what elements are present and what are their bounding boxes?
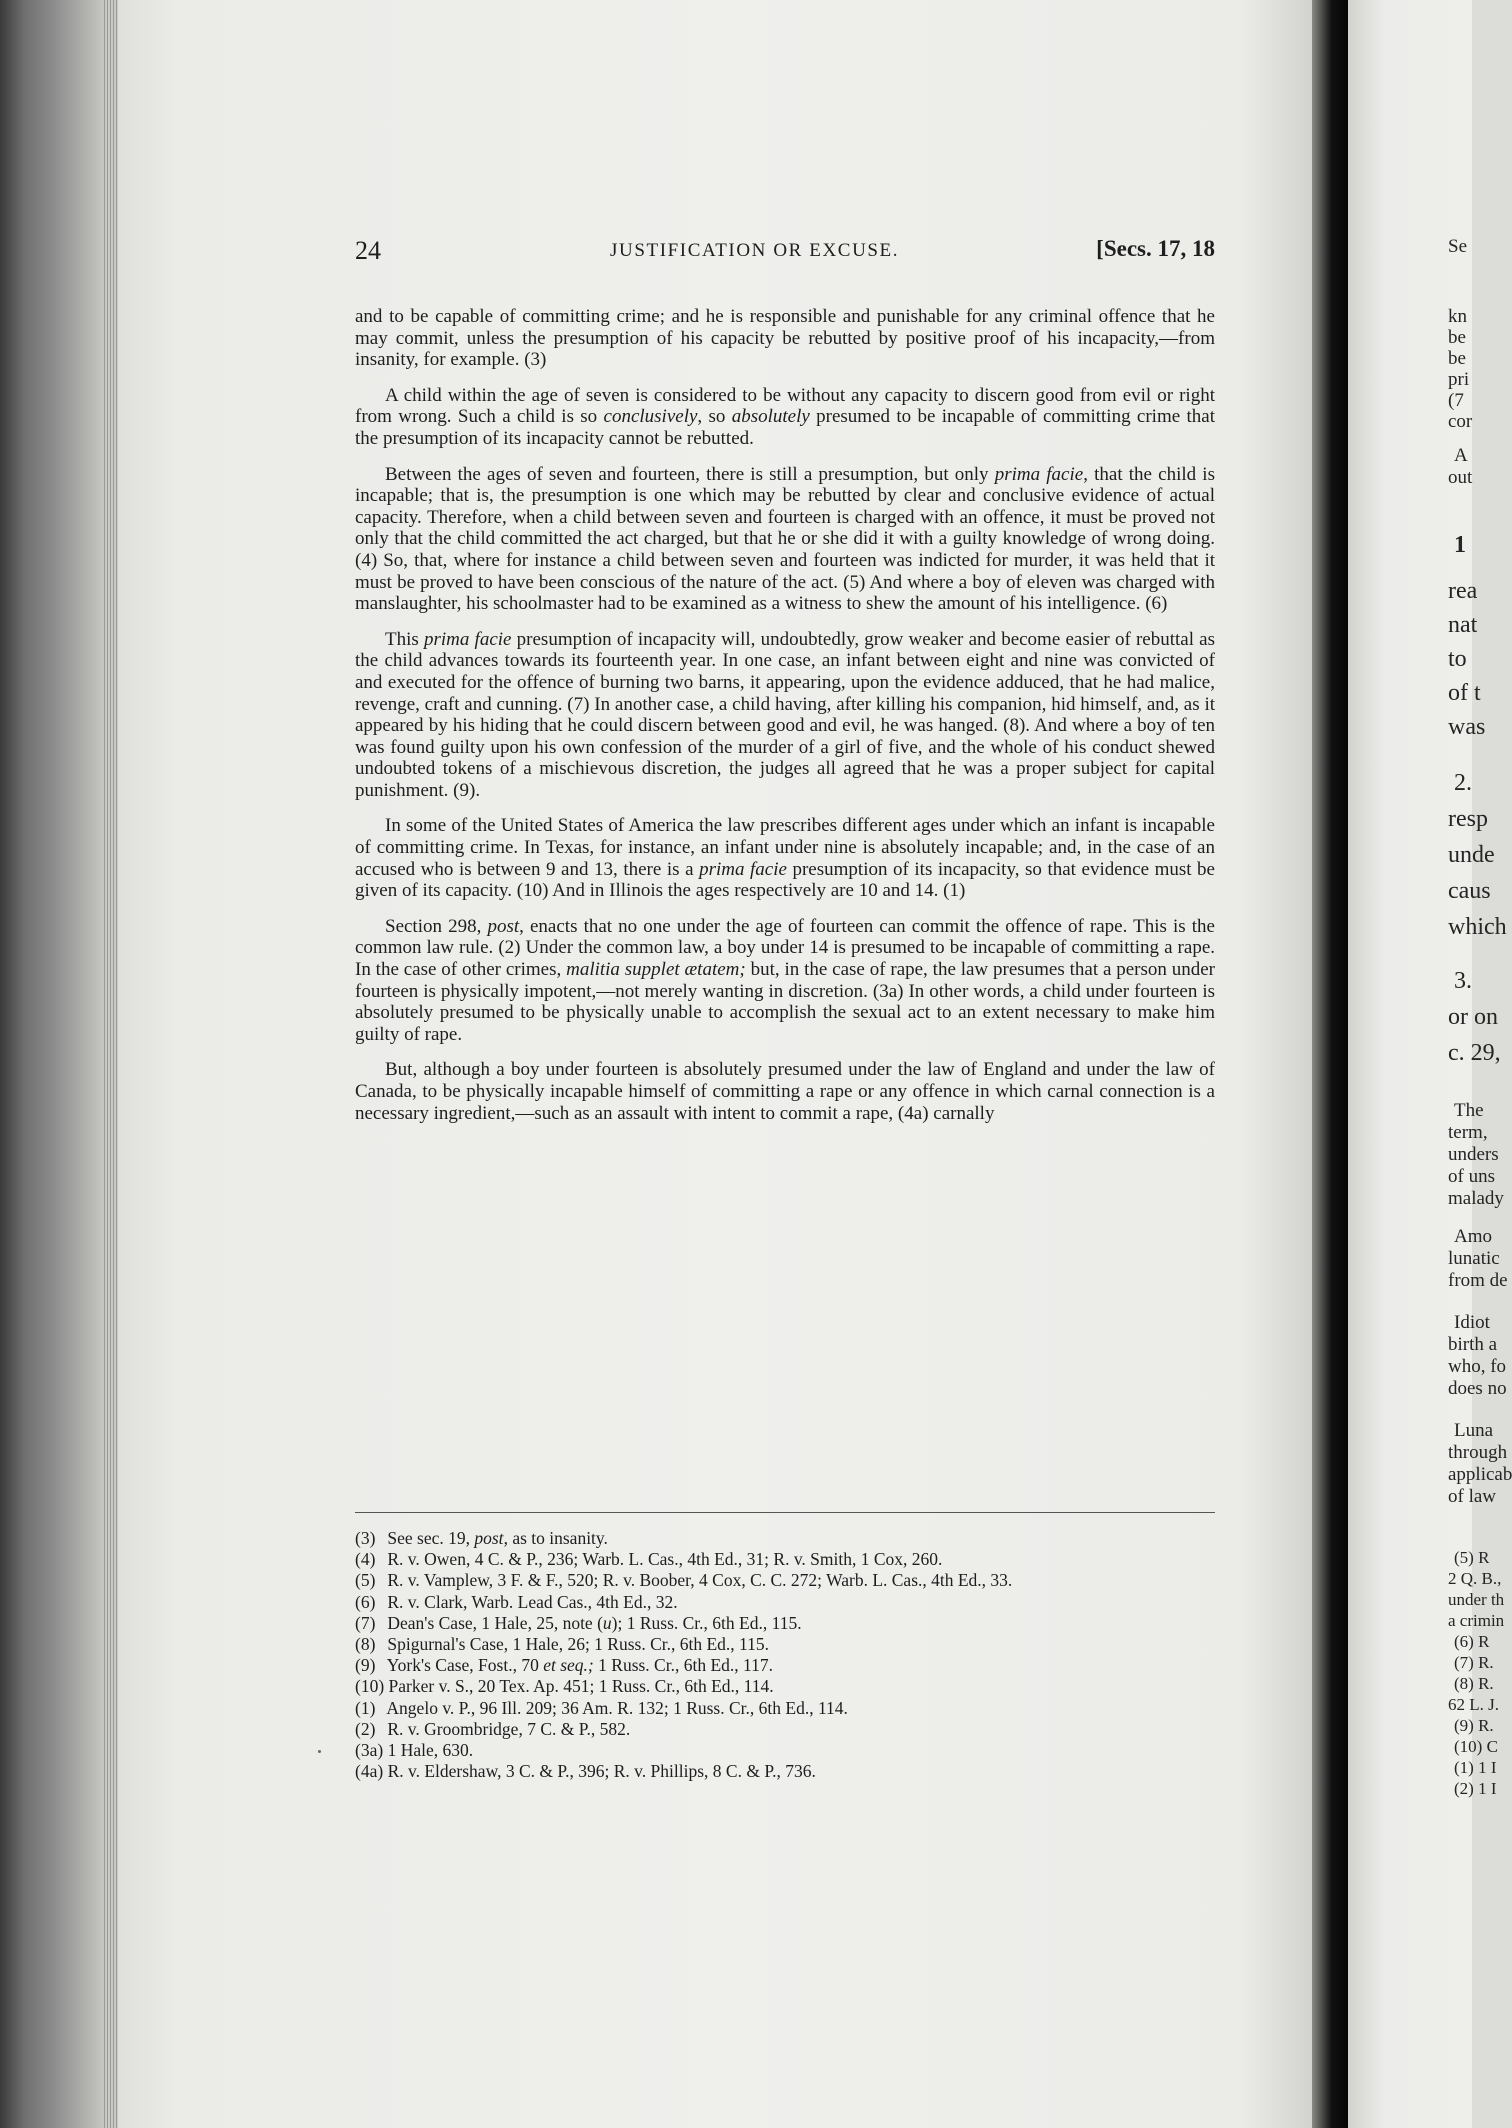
- footnote: [355, 1634, 1215, 1655]
- italic-run: prima facie: [423, 628, 512, 650]
- section-reference: [Secs. 17, 18: [1096, 236, 1215, 261]
- facing-line: c. 29,: [1448, 1040, 1501, 1066]
- footnote-marker: (3): [355, 1528, 376, 1548]
- facing-line: (7: [1448, 390, 1464, 411]
- text-run: , enacts that no one under the age of fourteen can commit the offence of rape. This is the common law rule. (2) Under the common law, a boy under 14 is presumed to be incapable of committing a rape. In the case of other crimes,: [355, 915, 1215, 981]
- facing-line: Luna: [1454, 1420, 1494, 1441]
- facing-line: out: [1448, 467, 1473, 488]
- footnote-marker: (7): [355, 1612, 376, 1633]
- italic-run: prima facie: [994, 463, 1084, 485]
- italic-run: post: [487, 915, 520, 937]
- facing-footnote: (7) R.: [1454, 1653, 1494, 1672]
- footnote-marker: (10): [355, 1676, 385, 1697]
- facing-page-header: Se: [1448, 236, 1467, 257]
- footnote-marker: (4): [355, 1549, 376, 1570]
- text-run: but, in the case of rape, the law presumes that a person under fourteen is physically impotent,—not merely wanting in discretion. (3a) In other words, a child under fourteen is absolutely presumed to be physically unable to accomplish the sexual act to an extent necessary to make him guilty of rape.: [355, 959, 1215, 1045]
- paragraph: [355, 306, 1215, 371]
- facing-line: of law: [1448, 1486, 1497, 1507]
- footnote: [355, 1592, 1215, 1613]
- text-run: presumption of its incapacity, so that evidence must be given of its capacity. (10) And in Illinois the ages respectively are 10 and 14. (1): [355, 858, 1215, 902]
- facing-line: Amo: [1454, 1226, 1492, 1247]
- facing-line: caus: [1448, 878, 1491, 904]
- text-run: 1 Russ. Cr., 6th Ed., 117.: [593, 1655, 773, 1676]
- facing-page: [1348, 0, 1512, 2128]
- italic-run: post: [474, 1528, 504, 1548]
- facing-footnote: (1) 1 I: [1454, 1758, 1497, 1777]
- facing-line: 1: [1454, 532, 1466, 558]
- facing-line: of t: [1448, 680, 1481, 706]
- paragraph: [355, 916, 1215, 1046]
- running-title: JUSTIFICATION OR EXCUSE.: [610, 240, 900, 261]
- text-run: R. v. Owen, 4 C. & P., 236; Warb. L. Cas., 4th Ed., 31; R. v. Smith, 1 Cox, 260.: [387, 1549, 943, 1570]
- paragraph: [355, 1059, 1215, 1124]
- facing-line: be: [1448, 348, 1466, 369]
- facing-footnote: (10) C: [1454, 1737, 1498, 1756]
- facing-line: The: [1454, 1100, 1484, 1121]
- facing-footnote: under th: [1448, 1590, 1505, 1609]
- facing-line: A: [1454, 445, 1468, 466]
- text-run: Parker v. S., 20 Tex. Ap. 451; 1 Russ. Cr., 6th Ed., 114.: [388, 1676, 774, 1697]
- facing-line: pri: [1448, 369, 1470, 390]
- text-run: , that the child is incapable; that is, the presumption is one which may be rebutted by clear and conclusive evidence of actual capacity. Therefore, when a child between seven and fourteen is charged with an offence, it must be proved not only that the child committed the act charged, but that he or she did it with a guilty knowledge of wrong doing. (4) So, that, where for instance a child between seven and fourteen was indicted for murder, it was held that it must be proved to have been conscious of the nature of the act. (5) And where a boy of eleven was charged with manslaughter, his schoolmaster had to be examined as a witness to shew the amount of his intelligence. (6): [355, 463, 1215, 615]
- facing-line: who, fo: [1448, 1356, 1507, 1377]
- footnote: [355, 1698, 1215, 1719]
- footnotes: [355, 1528, 1215, 1782]
- text-run: R. v. Vamplew, 3 F. & F., 520; R. v. Boober, 4 Cox, C. C. 272; Warb. L. Cas., 4th Ed., 33.: [387, 1570, 1013, 1591]
- text-run: ); 1 Russ. Cr., 6th Ed., 115.: [611, 1612, 802, 1633]
- text-run: 1 Hale, 630.: [387, 1740, 474, 1761]
- italic-run: malitia supplet ætatem;: [566, 959, 746, 981]
- facing-line: or on: [1448, 1004, 1498, 1030]
- text-run: R. v. Clark, Warb. Lead Cas., 4th Ed., 32.: [387, 1591, 678, 1612]
- facing-line: which: [1448, 914, 1507, 940]
- facing-footnote: a crimin: [1448, 1611, 1505, 1630]
- facing-footnote: (5) R: [1454, 1548, 1490, 1567]
- facing-line: malady: [1448, 1188, 1504, 1209]
- text-run: Spigurnal's Case, 1 Hale, 26; 1 Russ. Cr., 6th Ed., 115.: [387, 1634, 770, 1655]
- facing-line: rea: [1448, 578, 1478, 604]
- running-head: [355, 236, 1215, 270]
- paper-speck: [318, 1750, 321, 1753]
- text-run: But, although a boy under fourteen is absolutely presumed under the law of England and under the law of Canada, to be physically incapable himself of committing a rape or any offence in which carnal connection is a necessary ingredient,—such as an assault with intent to commit a rape, (4a) carnally: [355, 1059, 1215, 1124]
- facing-line: to: [1448, 646, 1467, 672]
- facing-line: kn: [1448, 306, 1467, 327]
- footnote-marker: (4a): [355, 1761, 384, 1782]
- text-run: and to be capable of committing crime; and he is responsible and punishable for any criminal offence that he may commit, unless the presumption of his capacity be rebutted by positive proof of his incapacity,—from insanity, for example. (3): [355, 306, 1215, 371]
- body-text: [355, 306, 1215, 1138]
- text-run: , as to insanity.: [503, 1528, 608, 1548]
- italic-run: prima facie: [699, 858, 787, 880]
- facing-line: term,: [1448, 1122, 1488, 1143]
- facing-line: 3.: [1454, 968, 1472, 994]
- text-run: Dean's Case, 1 Hale, 25, note (: [387, 1612, 603, 1633]
- facing-line: nat: [1448, 612, 1478, 638]
- text-run: R. v. Groombridge, 7 C. & P., 582.: [387, 1718, 631, 1739]
- facing-line: lunatic: [1448, 1248, 1500, 1269]
- footnote: [355, 1761, 1215, 1782]
- footnote-marker: (2): [355, 1718, 376, 1739]
- footnote-marker: (6): [355, 1591, 376, 1612]
- footnote-divider: [355, 1512, 1215, 1513]
- footnote: [355, 1570, 1215, 1591]
- book-page-edges: [0, 0, 118, 2128]
- footnote: [355, 1676, 1215, 1697]
- footnote: [355, 1719, 1215, 1740]
- facing-footnote: (9) R.: [1454, 1716, 1494, 1735]
- facing-footnote: 2 Q. B.,: [1448, 1569, 1502, 1588]
- facing-line: of uns: [1448, 1166, 1495, 1187]
- footnote: [355, 1528, 1215, 1549]
- italic-run: u: [602, 1612, 612, 1633]
- footnote: [355, 1549, 1215, 1570]
- footnote-marker: (9): [355, 1655, 376, 1676]
- facing-line: Idiot: [1454, 1312, 1490, 1333]
- footnote: [355, 1613, 1215, 1634]
- facing-line: cor: [1448, 411, 1473, 432]
- footnote-marker: (8): [355, 1634, 376, 1655]
- text-run: presumed to be incapable of committing crime that the presumption of its incapacity cannot be rebutted.: [355, 406, 1215, 449]
- italic-run: absolutely: [731, 406, 810, 428]
- facing-line: be: [1448, 327, 1466, 348]
- text-run: This: [385, 628, 424, 650]
- footnote-marker: (5): [355, 1570, 376, 1591]
- facing-line: from de: [1448, 1270, 1508, 1291]
- facing-line: 2.: [1454, 770, 1472, 796]
- facing-line: applicab: [1448, 1464, 1512, 1485]
- paragraph: [355, 629, 1215, 802]
- facing-footnote: 62 L. J.: [1448, 1695, 1499, 1714]
- text-run: R. v. Eldershaw, 3 C. & P., 396; R. v. Phillips, 8 C. & P., 736.: [387, 1761, 816, 1782]
- facing-line: unders: [1448, 1144, 1499, 1165]
- paragraph: [355, 815, 1215, 901]
- book-gutter: [1312, 0, 1348, 2128]
- text-run: A child within the age of seven is considered to be without any capacity to discern good from evil or right from wrong. Such a child is so: [355, 384, 1215, 428]
- facing-line: unde: [1448, 842, 1495, 868]
- paragraph: [355, 464, 1215, 615]
- text-run: Section 298,: [385, 915, 488, 937]
- facing-footnote: (8) R.: [1454, 1674, 1494, 1693]
- text-run: In some of the United States of America the law prescribes different ages under which an infant is incapable of committing crime. In Texas, for instance, an infant under nine is absolutely incapable; and, in the case of an accused who is between 9 and 13, there is a: [355, 815, 1215, 880]
- text-run: , so: [697, 406, 732, 428]
- text-run: presumption of incapacity will, undoubtedly, grow weaker and become easier of rebuttal as the child advances towards its fourteenth year. In one case, an infant between eight and nine was convicted of and executed for the offence of burning two barns, it appearing, upon the evidence adduced, that he had malice, revenge, craft and cunning. (7) In another case, a child having, after killing his companion, hid himself, and, as it appeared by his hiding that he could discern between good and evil, he was hanged. (8). And where a boy of ten was found guilty upon his own confession of the murder of a girl of five, and the whole of his conduct shewed undoubted tokens of a mischievous discretion, the judges all agreed that he was a proper subject for capital punishment. (9).: [355, 628, 1216, 801]
- footnote: [355, 1740, 1215, 1761]
- footnote-marker: (1): [355, 1697, 376, 1718]
- text-run: Between the ages of seven and fourteen, there is still a presumption, but only: [385, 463, 995, 485]
- facing-footnote: (6) R: [1454, 1632, 1490, 1651]
- facing-line: birth a: [1448, 1334, 1498, 1355]
- page-number: 24: [355, 236, 381, 265]
- facing-footnote: (2) 1 I: [1454, 1779, 1497, 1798]
- footnote: [355, 1655, 1215, 1676]
- facing-line: through: [1448, 1442, 1508, 1463]
- footnote-marker: (3a): [355, 1740, 384, 1761]
- italic-run: conclusively: [603, 406, 698, 428]
- text-run: Angelo v. P., 96 Ill. 209; 36 Am. R. 132; 1 Russ. Cr., 6th Ed., 114.: [386, 1697, 848, 1718]
- facing-line: was: [1448, 714, 1486, 740]
- text-run: York's Case, Fost., 70: [386, 1655, 544, 1676]
- facing-line: does no: [1448, 1378, 1507, 1399]
- text-run: See sec. 19,: [387, 1528, 475, 1548]
- italic-run: et seq.;: [543, 1655, 594, 1676]
- facing-line: resp: [1448, 806, 1488, 832]
- paragraph: [355, 385, 1215, 450]
